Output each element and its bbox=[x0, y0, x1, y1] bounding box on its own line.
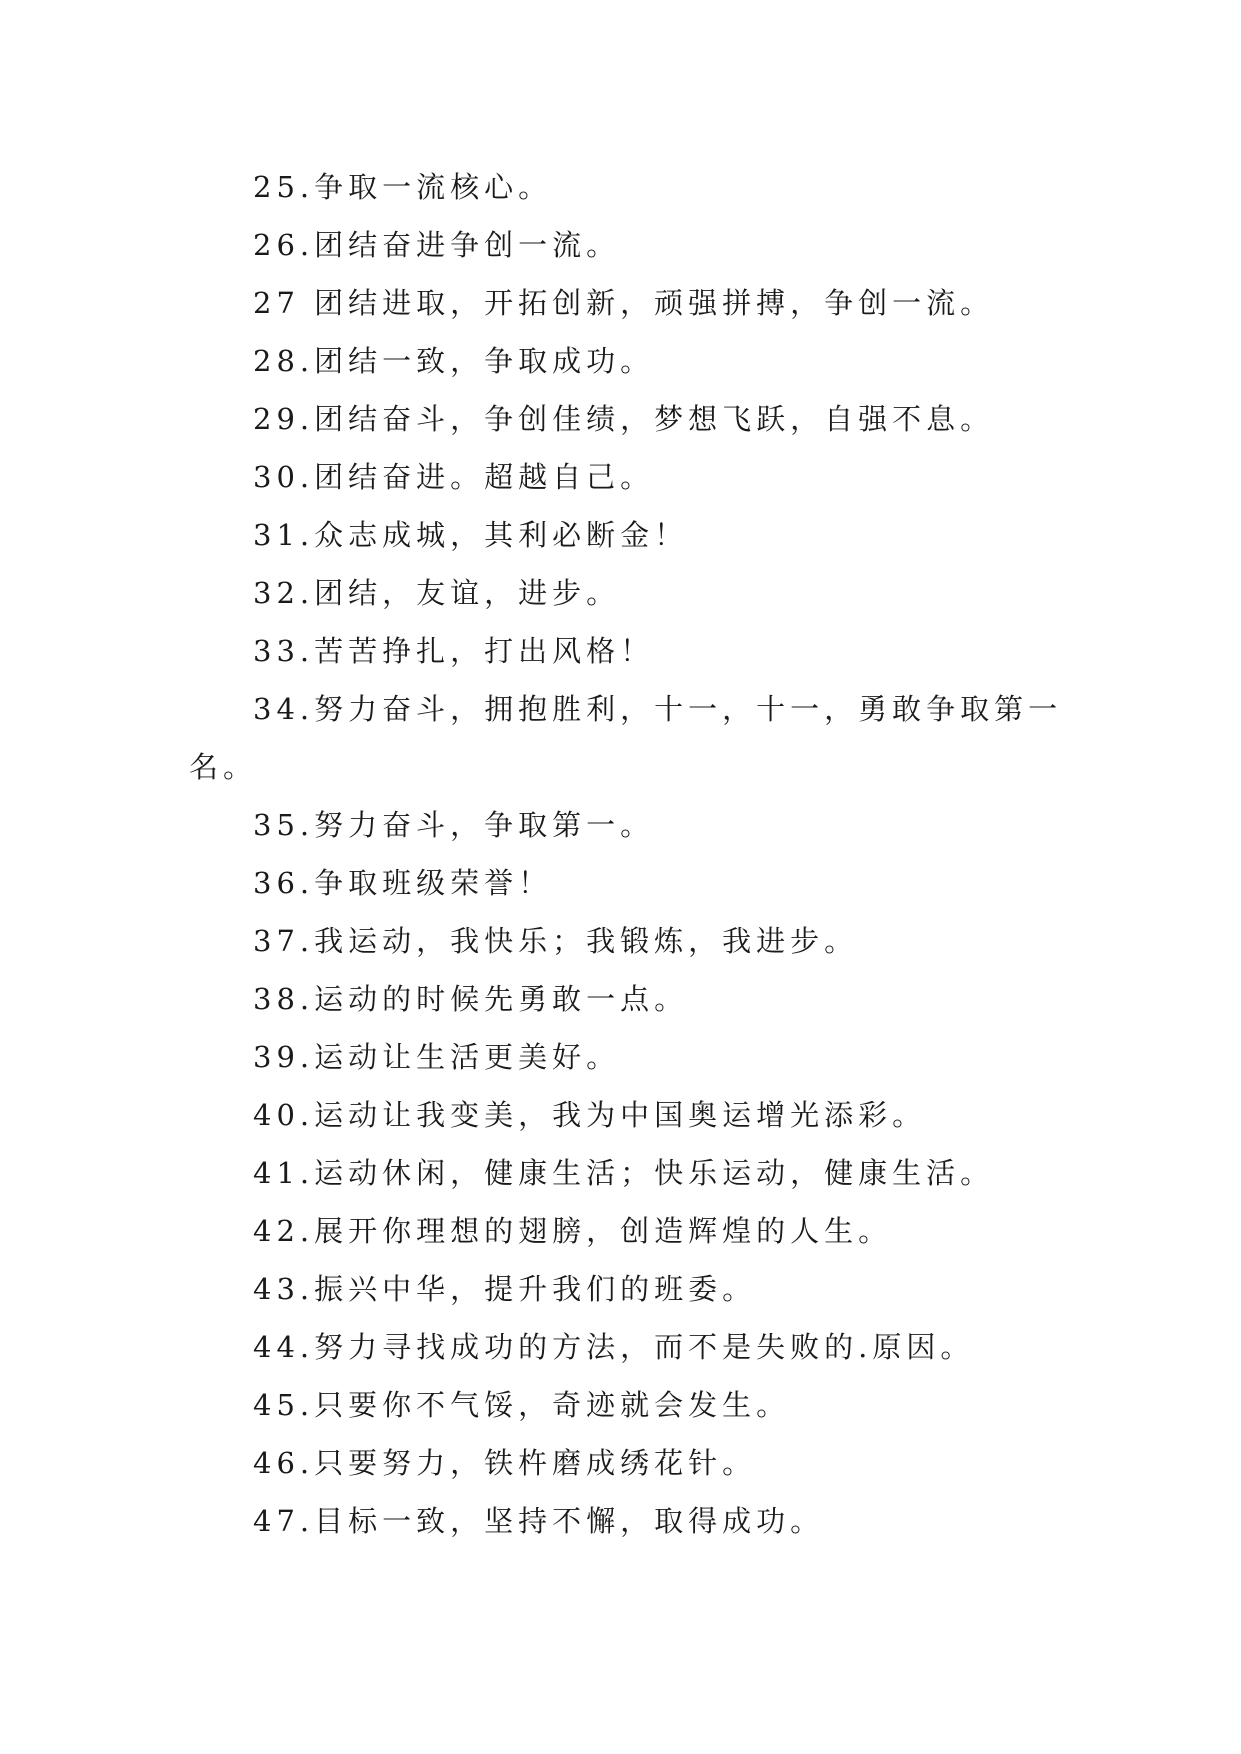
slogan-line-40: 40.运动让我变美，我为中国奥运增光添彩。 bbox=[253, 1098, 927, 1132]
slogan-line-39: 39.运动让生活更美好。 bbox=[253, 1040, 621, 1074]
slogan-line-38: 38.运动的时候先勇敢一点。 bbox=[253, 982, 689, 1016]
slogan-line-33: 33.苦苦挣扎，打出风格！ bbox=[253, 634, 655, 668]
slogan-line-42: 42.展开你理想的翅膀，创造辉煌的人生。 bbox=[253, 1214, 893, 1248]
slogan-line-34-continuation: 名。 bbox=[189, 750, 258, 784]
slogan-line-44: 44.努力寻找成功的方法，而不是失败的.原因。 bbox=[253, 1330, 975, 1364]
slogan-line-26: 26.团结奋进争创一流。 bbox=[253, 228, 621, 262]
slogan-line-45: 45.只要你不气馁，奇迹就会发生。 bbox=[253, 1388, 791, 1422]
slogan-line-35: 35.努力奋斗，争取第一。 bbox=[253, 808, 655, 842]
slogan-line-43: 43.振兴中华，提升我们的班委。 bbox=[253, 1272, 757, 1306]
slogan-line-27: 27 团结进取，开拓创新，顽强拼搏，争创一流。 bbox=[253, 286, 995, 320]
slogan-line-36: 36.争取班级荣誉！ bbox=[253, 866, 553, 900]
slogan-line-37: 37.我运动，我快乐；我锻炼，我进步。 bbox=[253, 924, 859, 958]
slogan-line-46: 46.只要努力，铁杵磨成绣花针。 bbox=[253, 1446, 757, 1480]
slogan-list bbox=[189, 158, 1063, 1550]
slogan-line-31: 31.众志成城，其利必断金！ bbox=[253, 518, 689, 552]
slogan-line-25: 25.争取一流核心。 bbox=[253, 170, 553, 204]
slogan-line-47: 47.目标一致，坚持不懈，取得成功。 bbox=[253, 1504, 825, 1538]
slogan-line-29: 29.团结奋斗，争创佳绩，梦想飞跃，自强不息。 bbox=[253, 402, 995, 436]
slogan-line-30: 30.团结奋进。超越自己。 bbox=[253, 460, 655, 494]
slogan-line-32: 32.团结，友谊，进步。 bbox=[253, 576, 621, 610]
slogan-line-28: 28.团结一致，争取成功。 bbox=[253, 344, 655, 378]
slogan-line-34: 34.努力奋斗，拥抱胜利，十一，十一，勇敢争取第一 bbox=[253, 692, 1063, 726]
slogan-line-41: 41.运动休闲，健康生活；快乐运动，健康生活。 bbox=[253, 1156, 995, 1190]
